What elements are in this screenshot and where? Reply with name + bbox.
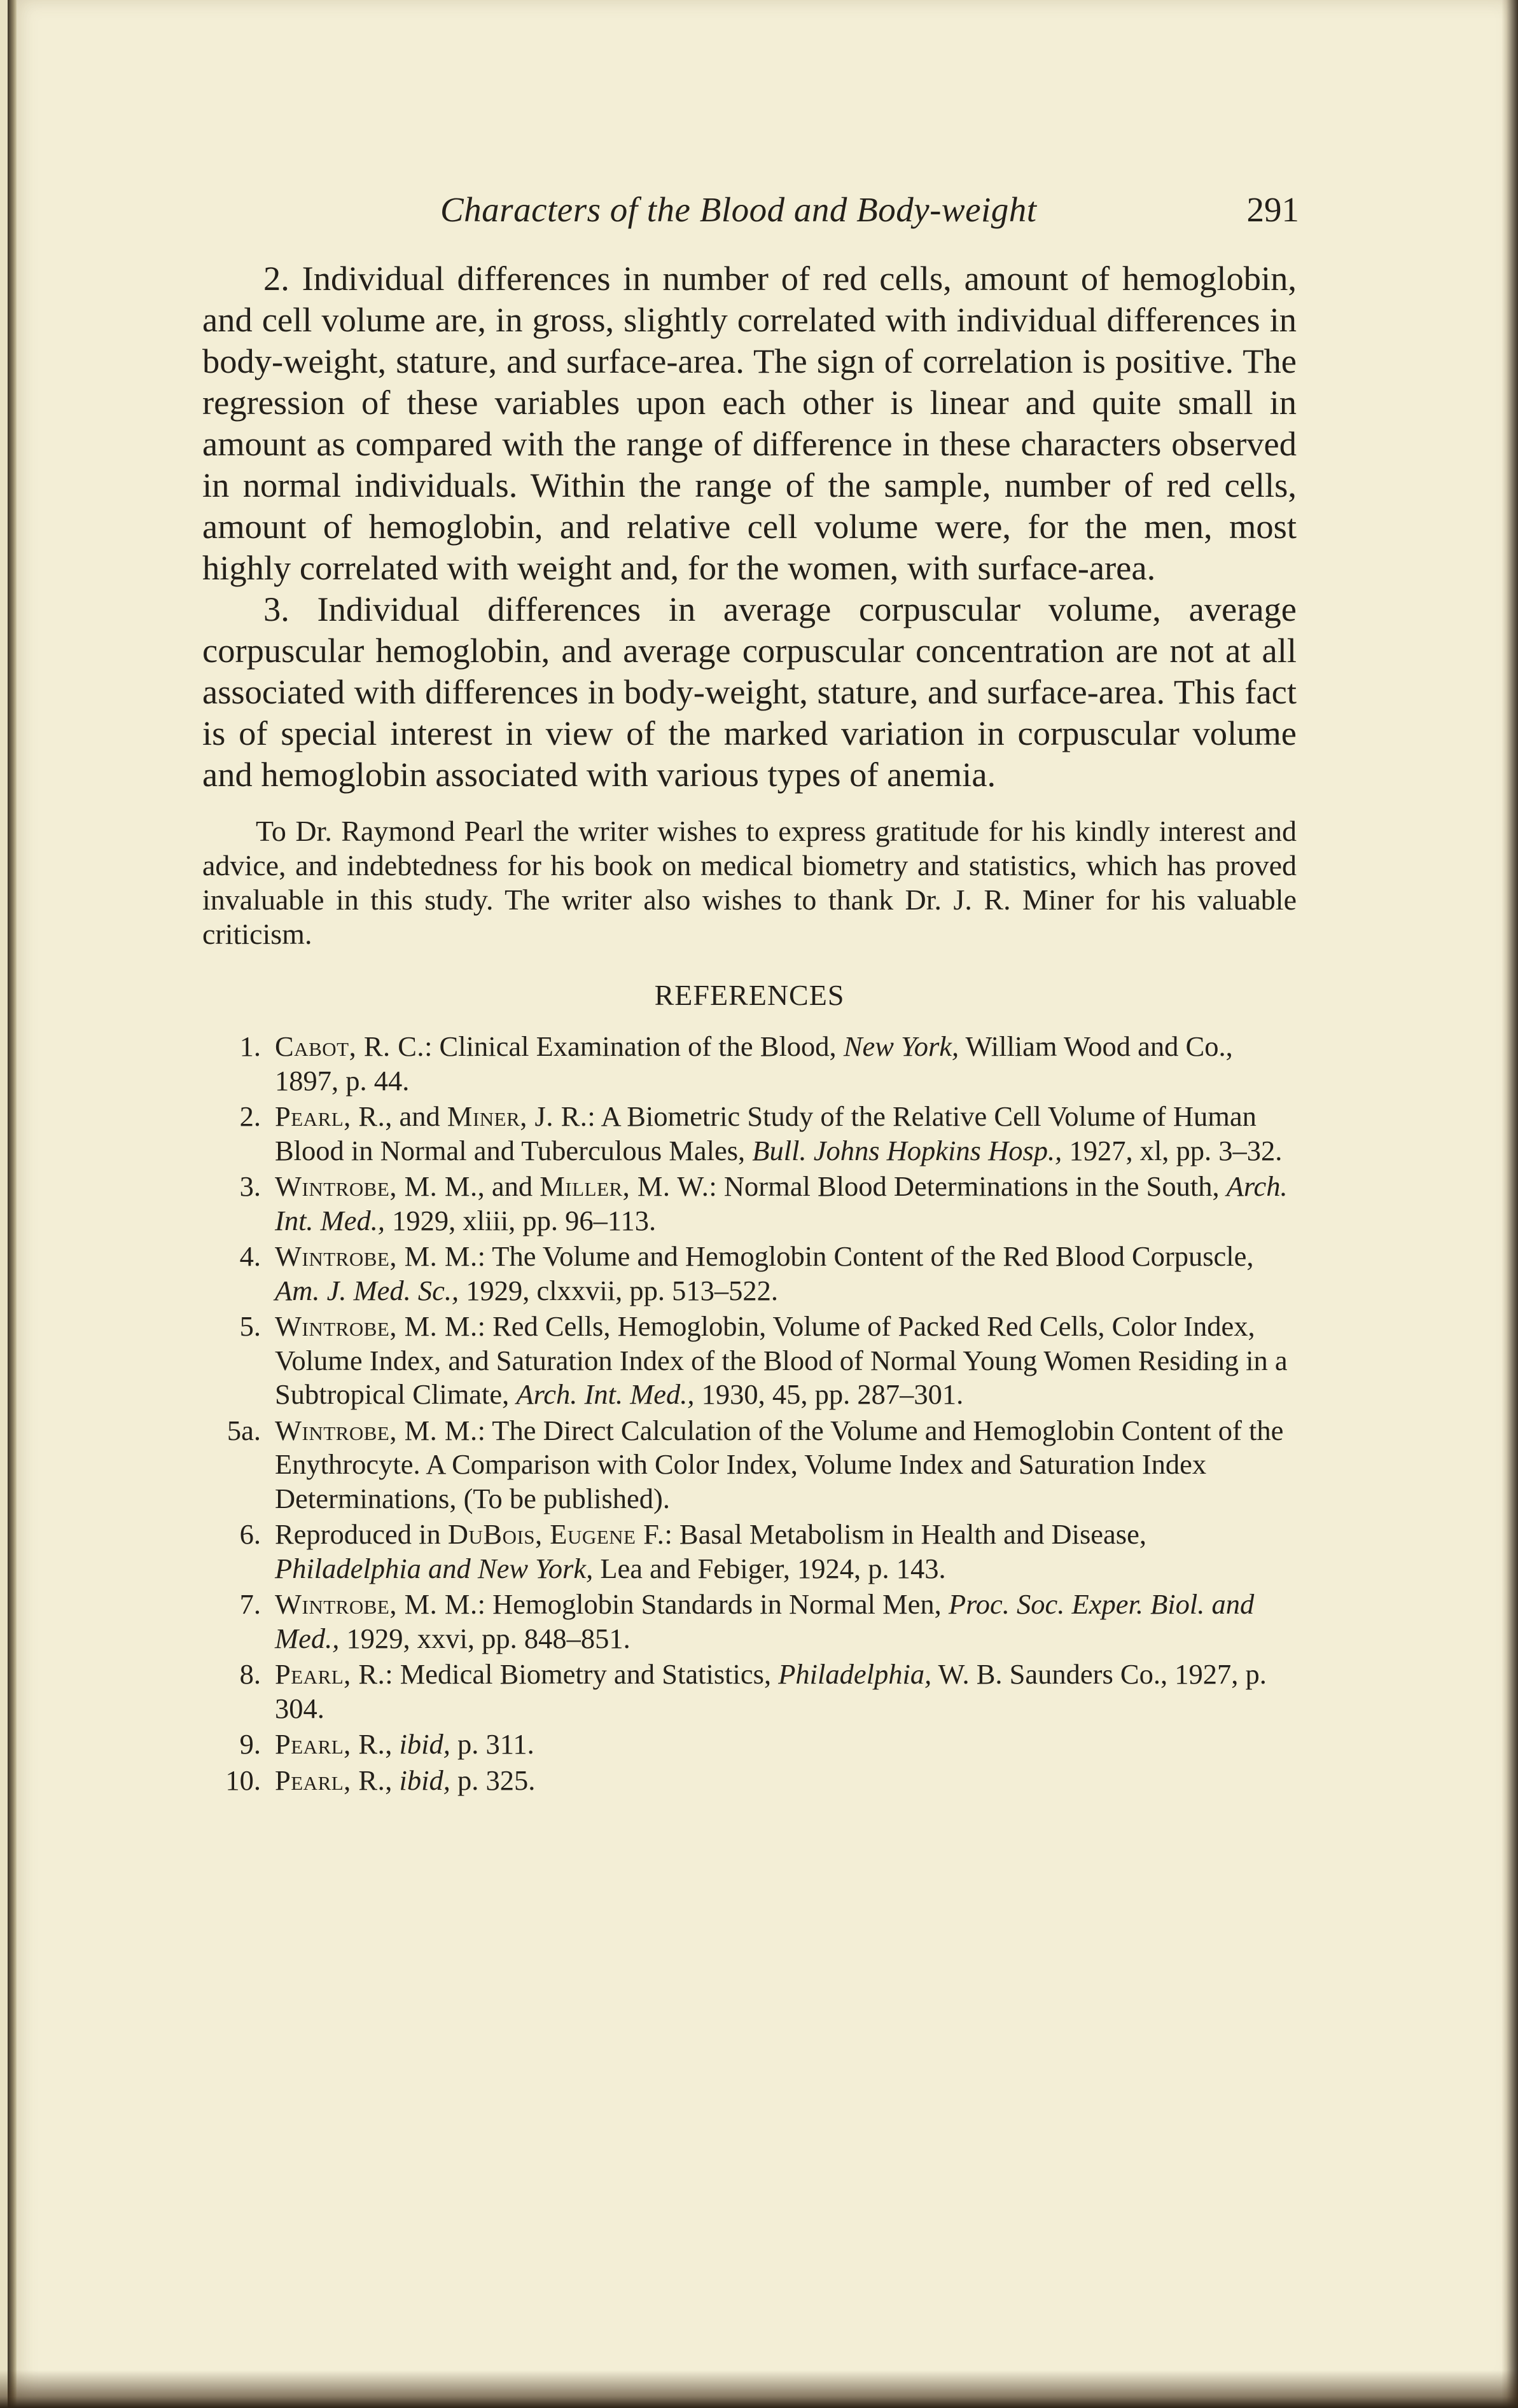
body-paragraph-3: 3. Individual differences in average corpuscular volume, average corpuscular hemoglobin, and average corpuscular concentration are not at all associated with differences in body-weight, stature, and surface-area. This fact is of special interest in view of the marked variation in corpuscular volume and hemoglobin associated with various types of anemia. (202, 590, 1297, 794)
reference-segment: : Hemoglobin Standards in Normal Men, (477, 1588, 949, 1620)
book-page (8, 0, 1518, 2408)
reference-text (275, 1657, 1297, 1726)
reference-text (275, 1588, 1297, 1656)
reference-source: Am. J. Med. Sc., (275, 1274, 459, 1306)
reference-item (202, 1170, 1297, 1238)
reference-segment: : Basal Metabolism in Health and Disease, (664, 1518, 1147, 1550)
reference-number: 5a. (226, 1414, 261, 1446)
reference-segment: 1929, xliii, pp. 96–113. (385, 1204, 657, 1236)
reference-segment: p. 325. (450, 1764, 536, 1796)
reference-source: Philadelphia, (778, 1658, 932, 1690)
reference-source: Bull. Johns Hopkins Hosp., (752, 1134, 1062, 1166)
reference-segment: , and (477, 1170, 540, 1202)
reference-source: Arch. Int. Med., (516, 1378, 695, 1410)
reference-text (275, 1764, 1297, 1798)
reference-text (275, 1518, 1297, 1586)
reference-author: Pearl, R. (275, 1658, 386, 1690)
reference-author: Pearl, R. (275, 1764, 386, 1796)
reference-number: 1. (239, 1030, 261, 1062)
reference-text (275, 1240, 1297, 1308)
reference-item (202, 1588, 1297, 1656)
reference-segment: p. 311. (450, 1728, 534, 1760)
reference-segment: Lea and Febiger, 1924, p. 143. (593, 1552, 946, 1584)
reference-segment: 1929, xxvi, pp. 848–851. (339, 1622, 630, 1654)
references-heading: REFERENCES (654, 979, 845, 1011)
reference-item (202, 1727, 1297, 1762)
reference-number: 7. (239, 1588, 261, 1620)
reference-item (202, 1030, 1297, 1098)
reference-number: 8. (239, 1658, 261, 1690)
reference-number: 10. (225, 1764, 261, 1796)
reference-source: Proc. Soc. Exper. Biol. and Med., (275, 1588, 1255, 1654)
reference-source: ibid, (399, 1764, 450, 1796)
reference-author: DuBois, Eugene F. (447, 1518, 665, 1550)
reference-source: New York, (843, 1030, 959, 1062)
reference-author: Miner, J. R. (447, 1100, 588, 1132)
page-header (440, 190, 1299, 234)
reference-segment: : Medical Biometry and Statistics, (385, 1658, 779, 1690)
reference-text (275, 1727, 1297, 1762)
reference-item (202, 1414, 1297, 1516)
reference-item (202, 1240, 1297, 1308)
reference-segment: : Clinical Examination of the Blood, (424, 1030, 844, 1062)
reference-item (202, 1100, 1297, 1168)
reference-segment: William Wood and Co., 1897, p. 44. (275, 1030, 1233, 1097)
reference-segment: 1930, 45, pp. 287–301. (694, 1378, 964, 1410)
page-number: 291 (1246, 190, 1299, 229)
reference-author: Wintrobe, M. M. (275, 1588, 478, 1620)
reference-author: Wintrobe, M. M. (275, 1240, 478, 1272)
reference-segment: : Red Cells, Hemoglobin, Volume of Packed Red Cells, Color Index, Volume Index, and Saturation Index of the Blood of Normal Young Women Residing in a Subtropical Climate, (275, 1310, 1288, 1410)
acknowledgment: To Dr. Raymond Pearl the writer wishes to express gratitude for his kindly interest and advice, and indebtedness for his book on medical biometry and statistics, which has proved invaluable in this study. The writer also wishes to thank Dr. J. R. Miner for his valuable criticism. (202, 815, 1297, 950)
reference-segment: : The Direct Calculation of the Volume and Hemoglobin Content of the Enythrocyte. A Comparison with Color Index, Volume Index and Saturation Index Determinations, (To be published). (275, 1414, 1284, 1514)
reference-segment: : Normal Blood Determinations in the South, (709, 1170, 1227, 1202)
reference-segment: : The Volume and Hemoglobin Content of the Red Blood Corpuscle, (477, 1240, 1254, 1272)
reference-text (275, 1414, 1297, 1516)
reference-item (202, 1310, 1297, 1412)
reference-author: Cabot, R. C. (275, 1030, 425, 1062)
reference-list (202, 1030, 1297, 1797)
binding-edge (8, 0, 17, 2408)
reference-author: Wintrobe, M. M. (275, 1310, 478, 1342)
reference-item (202, 1657, 1297, 1726)
reference-number: 4. (239, 1240, 261, 1272)
reference-segment: : A Biometric Study of the Relative Cell Volume of Human Blood in Normal and Tuberculous Males, (275, 1100, 1257, 1166)
reference-author: Pearl, R. (275, 1728, 386, 1760)
reference-segment: , (385, 1728, 400, 1760)
reference-segment: , and (385, 1100, 447, 1132)
reference-source: Philadelphia and New York, (275, 1552, 594, 1584)
reference-text (275, 1030, 1297, 1098)
reference-text (275, 1170, 1297, 1238)
reference-author: Pearl, R. (275, 1100, 386, 1132)
reference-item (202, 1764, 1297, 1798)
reference-number: 5. (239, 1310, 261, 1342)
reference-segment: , (385, 1764, 400, 1796)
reference-source: ibid, (399, 1728, 450, 1760)
body-paragraph-2: 2. Individual differences in number of red cells, amount of hemoglobin, and cell volume are, in gross, slightly correlated with individual differences in body-weight, stature, and surface-area. The sign of correlation is positive. The regression of these variables upon each other is linear and quite small in amount as compared with the range of difference in these characters observed in normal individuals. Within the range of the sample, number of red cells, amount of hemoglobin, and relative cell volume were, for the men, most highly correlated with weight and, for the women, with surface-area. (202, 259, 1297, 587)
bottom-shadow (0, 2370, 1518, 2408)
reference-number: 3. (239, 1170, 261, 1202)
reference-number: 9. (239, 1728, 261, 1760)
reference-segment: 1927, xl, pp. 3–32. (1062, 1134, 1283, 1166)
reference-text (275, 1310, 1297, 1412)
reference-segment: W. B. Saunders Co., 1927, p. 304. (275, 1658, 1267, 1724)
reference-source: Arch. Int. Med., (275, 1170, 1288, 1236)
page-content (202, 258, 1297, 1799)
reference-segment: 1929, clxxvii, pp. 513–522. (459, 1274, 778, 1306)
reference-author: Wintrobe, M. M. (275, 1414, 478, 1446)
reference-number: 6. (239, 1518, 261, 1550)
reference-number: 2. (239, 1100, 261, 1132)
reference-author: Miller, M. W. (540, 1170, 709, 1202)
reference-segment: Reproduced in (275, 1518, 448, 1550)
reference-item (202, 1518, 1297, 1586)
page-right-edge (1501, 0, 1518, 2408)
reference-text (275, 1100, 1297, 1168)
reference-author: Wintrobe, M. M. (275, 1170, 478, 1202)
running-head: Characters of the Blood and Body-weight (440, 190, 1037, 229)
